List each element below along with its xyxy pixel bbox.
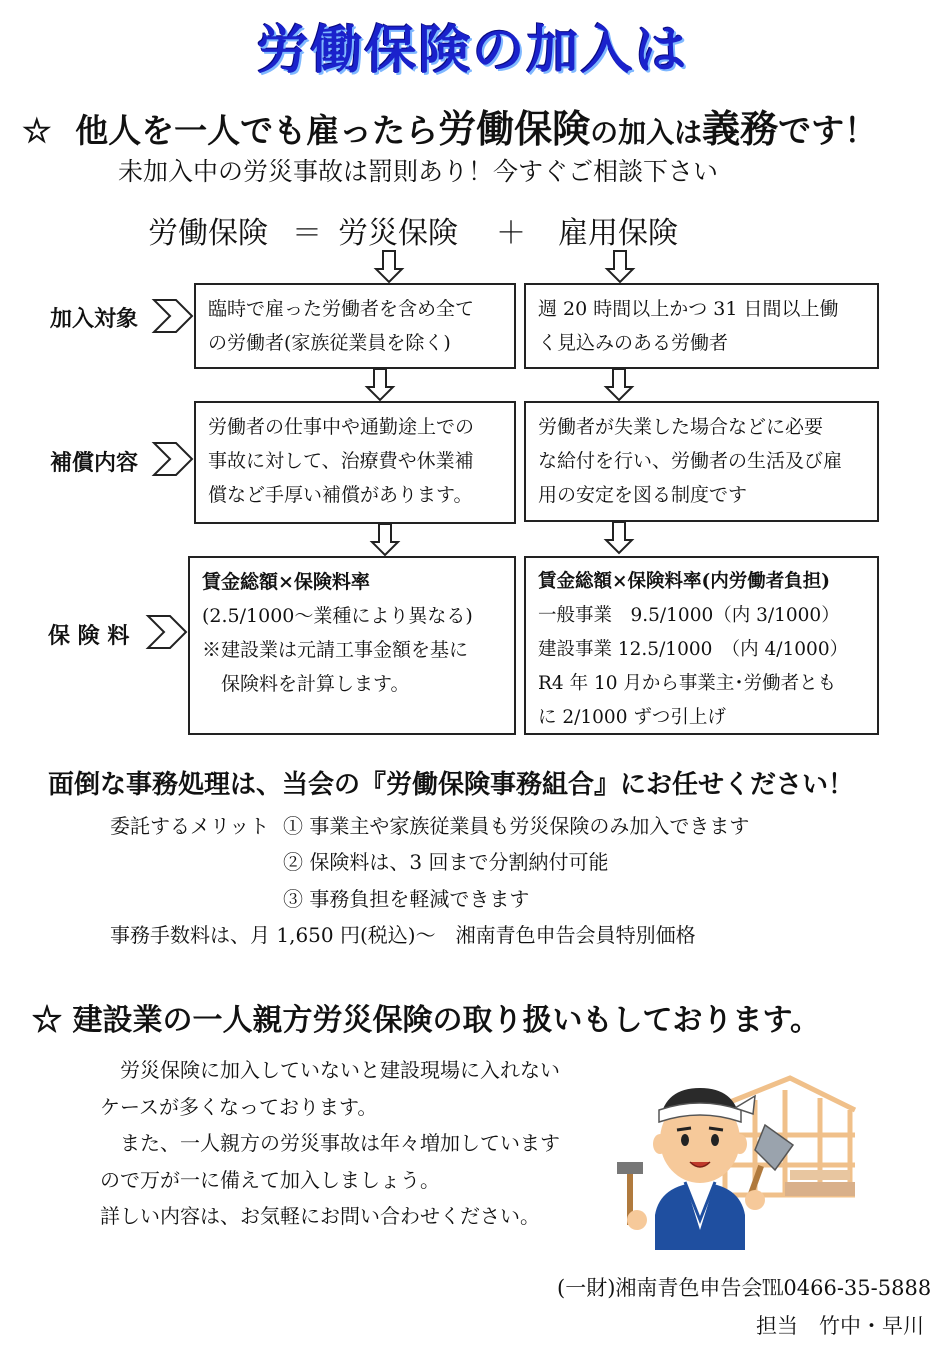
headline-part4: 義務 <box>702 106 779 151</box>
box-line: 賃金総額×保険料率 <box>202 571 370 593</box>
box-line: 事故に対して、治療費や休業補 <box>208 450 474 472</box>
box-line: 労働者が失業した場合などに必要 <box>538 416 824 438</box>
fee-text: 事務手数料は、月 1,650 円(税込)～ 湘南青色申告会員特別価格 <box>110 923 696 947</box>
star-icon: ☆ <box>22 111 52 150</box>
chevron-right-icon <box>154 300 192 332</box>
down-arrow-icon <box>376 251 402 282</box>
equation-equals: ＝ <box>292 216 322 251</box>
page-title: 労働保険の加入は <box>256 21 689 81</box>
row-label-premium: 保 険 料 <box>48 624 130 649</box>
equation-plus: ＋ <box>496 216 526 251</box>
headline-part5: です！ <box>778 111 878 150</box>
box-line: に 2/1000 ずつ引上げ <box>538 707 726 728</box>
row-label-compensation: 補償内容 <box>50 451 139 476</box>
headline-part1: 他人を一人でも雇ったら <box>75 111 439 150</box>
box-line: 賃金総額×保険料率(内労働者負担) <box>538 571 831 592</box>
equation-middle: 労災保険 <box>338 216 458 251</box>
premium-koyo-box <box>524 556 879 735</box>
box-line: 建設事業 12.5/1000 （内 4/1000） <box>538 639 849 660</box>
down-arrow-icon <box>367 369 393 400</box>
coverage-rosai-box <box>194 283 516 369</box>
box-line: 臨時で雇った労働者を含め全て <box>208 298 475 320</box>
box-line: (2.5/1000～業種により異なる) <box>202 605 473 627</box>
box-line: 用の安定を図る制度です <box>538 484 748 506</box>
box-line: ※建設業は元請工事金額を基に <box>202 639 469 661</box>
section3-heading: ☆ 建設業の一人親方労災保険の取り扱いもしております。 <box>32 1003 821 1038</box>
contact-person: 担当 竹中・早川 <box>756 1314 924 1338</box>
section2-heading: 面倒な事務処理は、当会の『労働保険事務組合』にお任せください！ <box>48 770 855 800</box>
chevron-right-icon <box>148 616 186 648</box>
box-line: R4 年 10 月から事業主･労働者とも <box>538 673 837 694</box>
merit-item: ② 保険料は、3 回まで分割納付可能 <box>283 850 609 874</box>
row-label-coverage: 加入対象 <box>50 307 139 332</box>
body-line: 詳しい内容は、お気軽にお問い合わせください。 <box>100 1204 540 1228</box>
compensation-koyo-box <box>524 401 879 522</box>
body-line: 労災保険に加入していないと建設現場に入れない <box>100 1058 560 1082</box>
down-arrow-icon <box>606 369 632 400</box>
subheadline: 未加入中の労災事故は罰則あり！今すぐご相談下さい <box>118 157 719 186</box>
down-arrow-icon <box>607 251 633 282</box>
coverage-koyo-box <box>524 283 879 369</box>
section3-body <box>100 1052 560 1235</box>
down-arrow-icon <box>606 522 632 553</box>
body-line: ケースが多くなっております。 <box>100 1094 378 1119</box>
box-line: の労働者(家族従業員を除く) <box>208 332 451 354</box>
box-line: く見込みのある労働者 <box>538 332 729 354</box>
box-line: 労働者の仕事中や通勤途上での <box>208 416 475 438</box>
equation-right: 雇用保険 <box>558 216 678 251</box>
box-line: な給付を行い、労働者の生活及び雇 <box>538 450 843 472</box>
box-line: 保険料を計算します。 <box>202 673 410 695</box>
body-line: また、一人親方の労災事故は年々増加しています <box>100 1131 560 1155</box>
chevron-right-icon <box>154 443 192 475</box>
contact-org: (一財)湘南青色申告会℡0466-35-5888 <box>557 1276 932 1300</box>
box-line: 償など手厚い補償があります。 <box>208 484 473 506</box>
merit-item: ③ 事務負担を軽減できます <box>283 887 530 911</box>
box-line: 週 20 時間以上かつ 31 日間以上働 <box>538 298 839 320</box>
headline-part3: の加入は <box>590 116 703 149</box>
headline-part2: 労働保険 <box>438 106 591 151</box>
compensation-rosai-box <box>194 401 516 524</box>
box-line: 一般事業 9.5/1000（内 3/1000） <box>538 605 840 626</box>
merit-item: ① 事業主や家族従業員も労災保険のみ加入できます <box>283 814 750 838</box>
merit-intro: 委託するメリット <box>110 814 270 838</box>
premium-rosai-box <box>188 556 516 735</box>
carpenter-illustration <box>615 1070 865 1250</box>
down-arrow-icon <box>372 524 398 555</box>
body-line: ので万が一に備えて加入しましょう。 <box>100 1167 440 1192</box>
equation-left: 労働保険 <box>148 216 268 251</box>
